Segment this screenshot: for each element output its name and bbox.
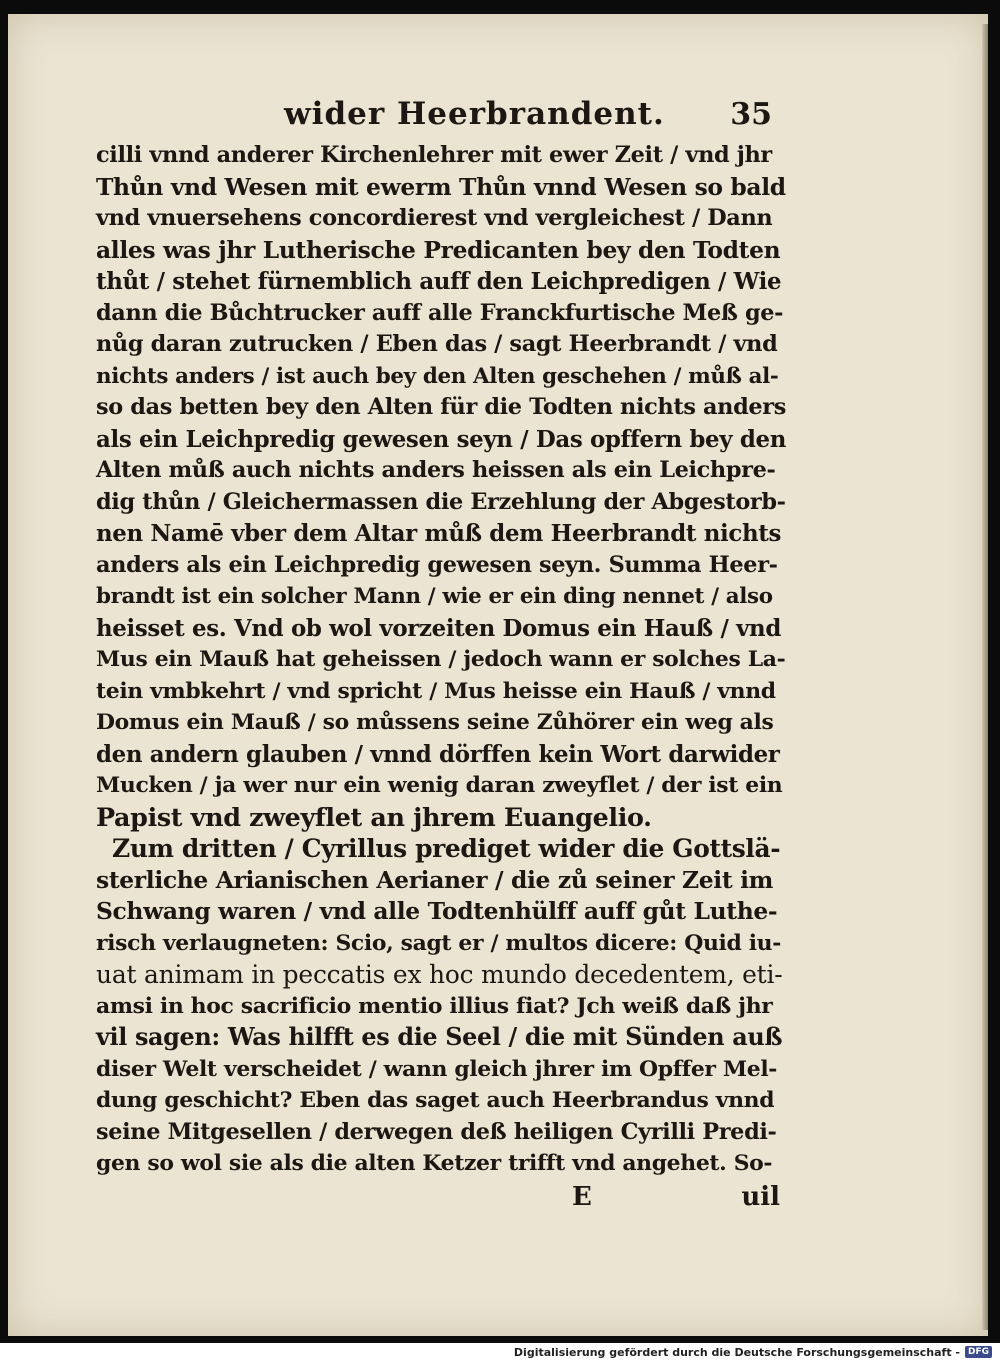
text-line: vil sagen: Was hilfft es die Seel / die mit Sünden auß — [96, 1023, 783, 1051]
body-text — [96, 140, 786, 1180]
text-line: dig thůn / Gleichermassen die Erzehlung der Abgestorb- — [96, 488, 786, 515]
text-line: dung geschicht? Eben das saget auch Heerbrandus vnnd — [96, 1087, 775, 1113]
text-line: brandt ist ein solcher Mann / wie er ein ding nennet / also — [96, 584, 773, 609]
text-line: alles was jhr Lutherische Predicanten bey den Todten — [96, 235, 781, 264]
text-block — [96, 96, 786, 1216]
text-line: Schwang waren / vnd alle Todtenhülff auff gůt Luthe- — [96, 897, 778, 925]
credit-text: Digitalisierung gefördert durch die Deutsche Forschungsgemeinschaft - — [513, 1345, 960, 1359]
text-line: Zum dritten / Cyrillus prediget wider die Gottslä- — [112, 834, 781, 863]
text-line: thůt / stehet fürnemblich auff den Leichpredigen / Wie — [96, 268, 782, 295]
text-line: uat animam in peccatis ex hoc mundo decedentem, eti- — [96, 960, 783, 989]
book-page — [8, 14, 988, 1336]
page-number: 35 — [730, 97, 772, 132]
text-line: vnd vnuersehens concordierest vnd vergleichest / Dann — [96, 205, 773, 231]
text-line: diser Welt verscheidet / wann gleich jhrer im Opffer Mel- — [96, 1055, 778, 1082]
text-line: dann die Bůchtrucker auff alle Franckfurtische Meß ge- — [96, 299, 784, 326]
text-line: Alten můß auch nichts anders heissen als ein Leichpre- — [96, 457, 776, 483]
text-line: gen so wol sie als die alten Ketzer trifft vnd angehet. So- — [96, 1150, 773, 1176]
text-line: heisset es. Vnd ob wol vorzeiten Domus ein Hauß / vnd — [96, 614, 781, 642]
text-line: seine Mitgesellen / derwegen deß heiligen Cyrilli Predi- — [96, 1118, 777, 1145]
page-footer — [96, 1182, 786, 1216]
text-line: nen Namē vber dem Altar můß dem Heerbrandt nichts — [96, 520, 781, 547]
running-head — [96, 96, 786, 140]
running-head-title: wider Heerbrandent. — [284, 96, 665, 132]
text-line: amsi in hoc sacrificio mentio illius fiat? Jch weiß daß jhr — [96, 992, 773, 1019]
digitization-credit-bar — [0, 1343, 1000, 1361]
text-line: Papist vnd zweyflet an jhrem Euangelio. — [96, 801, 652, 832]
text-line: risch verlaugneten: Scio, sagt er / multos dicere: Quid iu- — [96, 929, 781, 956]
text-line: nůg daran zutrucken / Eben das / sagt Heerbrandt / vnd — [96, 331, 778, 357]
text-line: Thůn vnd Wesen mit ewerm Thůn vnnd Wesen so bald — [96, 172, 786, 201]
text-line: Mucken / ja wer nur ein wenig daran zweyflet / der ist ein — [96, 772, 783, 798]
signature-mark: E — [572, 1181, 592, 1212]
text-line: als ein Leichpredig gewesen seyn / Das opffern bey den — [96, 425, 786, 453]
text-line: Mus ein Mauß hat geheissen / jedoch wann er solches La- — [96, 646, 786, 672]
text-line: cilli vnnd anderer Kirchenlehrer mit ewer Zeit / vnd jhr — [96, 142, 772, 168]
dfg-logo-icon: DFG — [965, 1346, 992, 1358]
text-line: anders als ein Leichpredig gewesen seyn. Summa Heer- — [96, 551, 778, 578]
text-line: nichts anders / ist auch bey den Alten geschehen / můß al- — [96, 363, 779, 389]
catchword: uil — [741, 1181, 780, 1212]
text-line: den andern glauben / vnnd dörffen kein Wort darwider — [96, 740, 780, 768]
text-line: Domus ein Mauß / so můssens seine Zůhörer ein weg als — [96, 709, 774, 735]
text-line: so das betten bey den Alten für die Todten nichts anders — [96, 394, 787, 420]
text-line: sterliche Arianischen Aerianer / die zů seiner Zeit im — [96, 865, 774, 894]
page-edge — [982, 24, 988, 1330]
text-line: tein vmbkehrt / vnd spricht / Mus heisse ein Hauß / vnnd — [96, 677, 776, 704]
